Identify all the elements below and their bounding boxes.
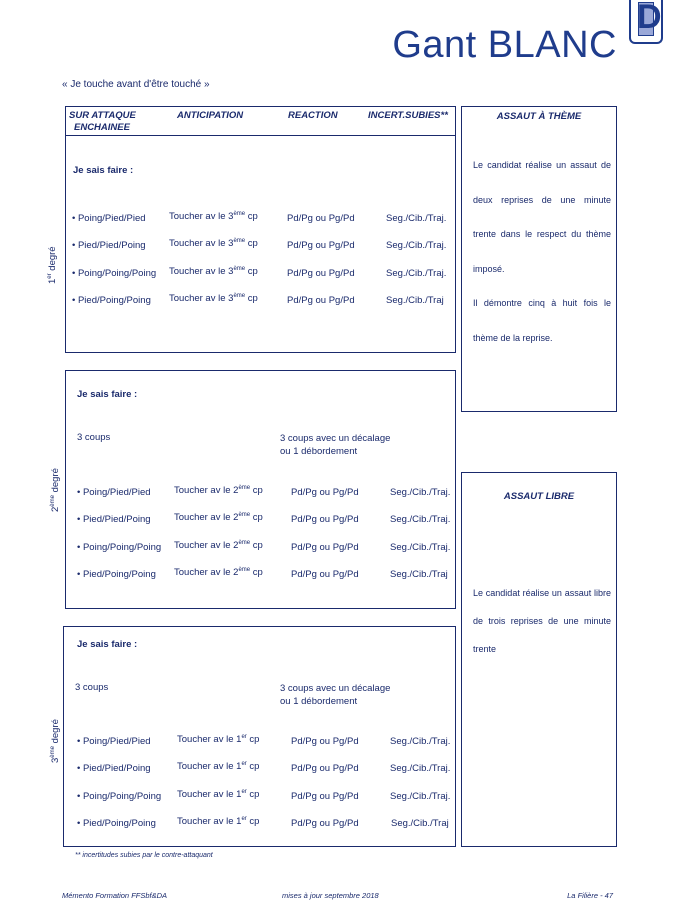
- list-item: Toucher av le 1er cp: [177, 734, 260, 746]
- degree3-label: 3ème degré: [50, 719, 62, 763]
- list-item: Pd/Pg ou Pg/Pd: [291, 514, 359, 525]
- list-item: • Pied/Pied/Poing: [77, 514, 151, 525]
- page-subtitle: « Je touche avant d'être touché »: [62, 79, 210, 90]
- list-item: • Poing/Poing/Poing: [72, 268, 157, 279]
- assaut-theme-text2: Il démontre cinq à huit fois le thème de la reprise.: [473, 298, 611, 343]
- list-item: Seg./Cib./Traj.: [390, 487, 451, 498]
- list-item: • Poing/Pied/Pied: [77, 736, 151, 747]
- assaut-theme-text: Le candidat réalise un assaut de deux reprises de une minute trente dans le respect du thème imposé.: [473, 160, 611, 274]
- list-item: • Poing/Pied/Pied: [72, 213, 146, 224]
- chapter-letter: D: [637, 0, 662, 36]
- list-item: Seg./Cib./Traj.: [386, 240, 447, 251]
- list-item: Pd/Pg ou Pg/Pd: [291, 763, 359, 774]
- degree3-coups: 3 coups: [75, 682, 109, 693]
- list-item: Toucher av le 2ème cp: [174, 512, 263, 524]
- list-item: Seg./Cib./Traj.: [390, 514, 451, 525]
- list-item: Seg./Cib./Traj.: [390, 542, 451, 553]
- header-col1: SUR ATTAQUE ENCHAINEE: [69, 110, 136, 133]
- list-item: • Pied/Poing/Poing: [77, 818, 156, 829]
- list-item: Toucher av le 1er cp: [177, 789, 260, 801]
- degree2-coups: 3 coups: [77, 432, 111, 443]
- list-item: Seg./Cib./Traj.: [390, 763, 451, 774]
- list-item: Seg./Cib./Traj: [390, 569, 448, 580]
- list-item: Seg./Cib./Traj.: [390, 736, 451, 747]
- list-item: Seg./Cib./Traj: [386, 295, 444, 306]
- footer-left: Mémento Formation FFSbf&DA: [62, 891, 168, 900]
- list-item: • Pied/Poing/Poing: [77, 569, 156, 580]
- list-item: Toucher av le 3ème cp: [169, 266, 258, 278]
- degree2-label: 2ème degré: [50, 468, 62, 512]
- assaut-theme-title-wrap: [462, 111, 616, 122]
- assaut-theme-title: ASSAUT À THÈME: [496, 111, 582, 122]
- page-title: Gant BLANC: [392, 24, 617, 66]
- list-item: • Pied/Poing/Poing: [72, 295, 151, 306]
- list-item: • Pied/Pied/Poing: [72, 240, 146, 251]
- header-col2: ANTICIPATION: [177, 110, 244, 121]
- list-item: Toucher av le 3ème cp: [169, 293, 258, 305]
- degree1-box: [65, 106, 456, 353]
- list-item: • Pied/Pied/Poing: [77, 763, 151, 774]
- list-item: Pd/Pg ou Pg/Pd: [287, 268, 355, 279]
- degree3-je-sais: Je sais faire :: [77, 639, 138, 650]
- footer-center: mises à jour septembre 2018: [282, 891, 379, 900]
- assaut-libre-title: ASSAUT LIBRE: [503, 491, 575, 502]
- footer-right: La Filière - 47: [567, 891, 613, 900]
- header-col3: REACTION: [288, 110, 338, 121]
- list-item: Toucher av le 2ème cp: [174, 540, 263, 552]
- list-item: Pd/Pg ou Pg/Pd: [287, 240, 355, 251]
- degree1-je-sais: Je sais faire :: [73, 165, 134, 176]
- list-item: Toucher av le 2ème cp: [174, 485, 263, 497]
- list-item: Toucher av le 3ème cp: [169, 238, 258, 250]
- list-item: Toucher av le 2ème cp: [174, 567, 263, 579]
- list-item: • Poing/Poing/Poing: [77, 542, 162, 553]
- header-divider: [65, 135, 455, 136]
- list-item: Toucher av le 3ème cp: [169, 211, 258, 223]
- list-item: • Poing/Pied/Pied: [77, 487, 151, 498]
- list-item: Toucher av le 1er cp: [177, 816, 260, 828]
- list-item: Seg./Cib./Traj.: [390, 791, 451, 802]
- list-item: Pd/Pg ou Pg/Pd: [287, 213, 355, 224]
- list-item: Pd/Pg ou Pg/Pd: [291, 791, 359, 802]
- header-col4: INCERT.SUBIES**: [368, 110, 448, 121]
- footnote: ** incertitudes subies par le contre-attaquant: [75, 852, 213, 859]
- list-item: Toucher av le 1er cp: [177, 761, 260, 773]
- degree2-je-sais: Je sais faire :: [77, 389, 138, 400]
- list-item: Seg./Cib./Traj.: [386, 213, 447, 224]
- assaut-libre-text: Le candidat réalise un assaut libre de trois reprises de une minute trente: [473, 588, 611, 654]
- list-item: • Poing/Poing/Poing: [77, 791, 162, 802]
- list-item: Pd/Pg ou Pg/Pd: [291, 569, 359, 580]
- list-item: Pd/Pg ou Pg/Pd: [291, 736, 359, 747]
- list-item: Seg./Cib./Traj.: [386, 268, 447, 279]
- degree1-label: 1er degré: [47, 246, 59, 284]
- assaut-libre-title-wrap: [462, 491, 616, 502]
- list-item: Pd/Pg ou Pg/Pd: [291, 542, 359, 553]
- list-item: Pd/Pg ou Pg/Pd: [291, 818, 359, 829]
- list-item: Pd/Pg ou Pg/Pd: [287, 295, 355, 306]
- chapter-tab: [629, 0, 663, 44]
- degree2-coups-decalage: 3 coups avec un décalage ou 1 débordement: [280, 433, 391, 457]
- list-item: Pd/Pg ou Pg/Pd: [291, 487, 359, 498]
- degree3-coups-decalage: 3 coups avec un décalage ou 1 débordement: [280, 683, 391, 707]
- list-item: Seg./Cib./Traj: [391, 818, 449, 829]
